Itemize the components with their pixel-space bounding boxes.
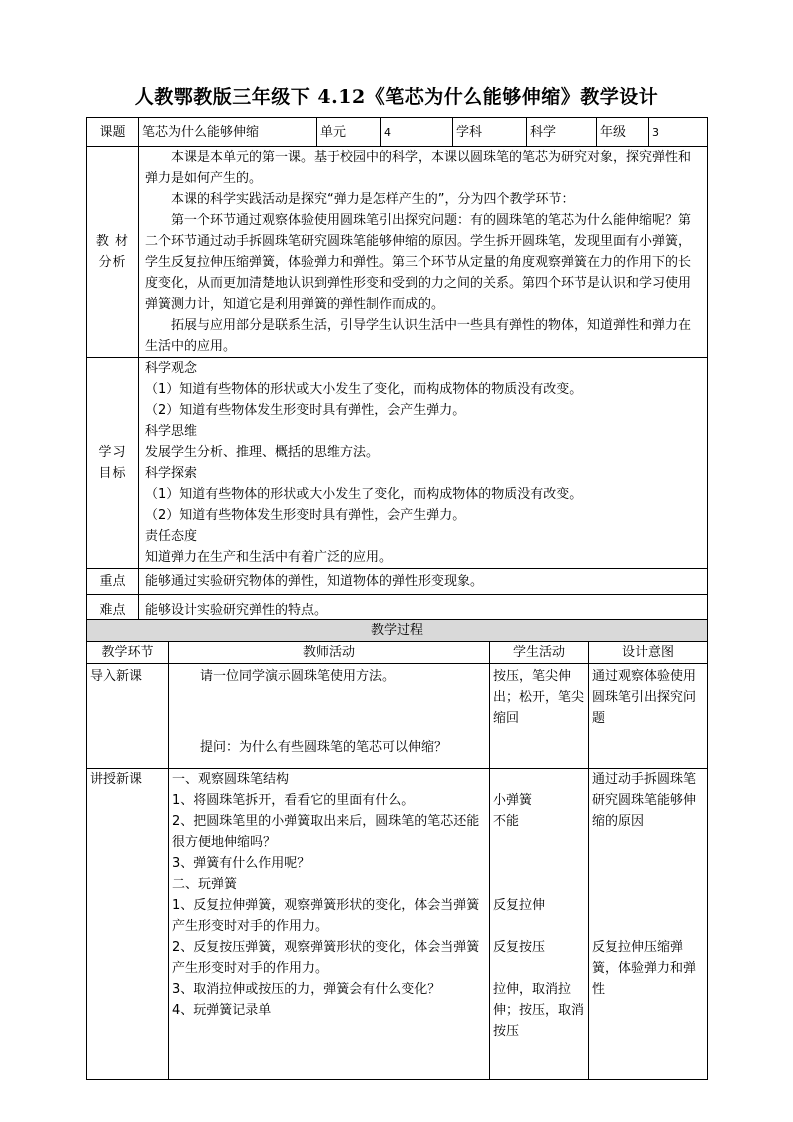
lecture-intent xyxy=(589,769,708,1080)
topic-label: 课题 xyxy=(87,118,139,147)
lesson-info-table xyxy=(86,117,708,626)
lecture-teacher-line: 一、观察圆珠笔结构 xyxy=(172,772,290,787)
document-title: 人教鄂教版三年级下 4.12《笔芯为什么能够伸缩》教学设计 xyxy=(134,86,659,108)
process-title-row xyxy=(87,620,708,642)
lecture-teacher-line: 2、反复按压弹簧，观察弹簧形状的变化，体会当弹簧产生形变时对手的作用力。 xyxy=(172,940,480,976)
lecture-intent-line: 通过动手拆圆珠笔研究圆珠笔能够伸缩的原因 xyxy=(592,772,697,829)
intro-stage: 导入新课 xyxy=(87,664,169,769)
grade-value: 3 xyxy=(649,118,708,147)
lecture-student-line: 小弹簧 xyxy=(493,793,533,808)
objective-heading: 科学探索 xyxy=(145,466,198,481)
objective-heading: 责任态度 xyxy=(145,529,198,544)
intro-teacher xyxy=(169,664,490,769)
analysis-content xyxy=(139,147,708,358)
lecture-stage: 讲授新课 xyxy=(87,769,169,1080)
objective-item: （2）知道有些物体发生形变时具有弹性，会产生弹力。 xyxy=(145,403,466,418)
key-point-row xyxy=(87,569,708,595)
process-title: 教学过程 xyxy=(87,620,708,642)
header-stage: 教学环节 xyxy=(87,642,169,664)
lecture-student-line: 反复拉伸 xyxy=(493,898,546,913)
lecture-teacher xyxy=(169,769,490,1080)
lecture-student-line: 不能 xyxy=(493,814,520,829)
lecture-student-line: 反复按压 xyxy=(493,940,546,955)
unit-label: 单元 xyxy=(317,118,381,147)
lecture-student xyxy=(490,769,589,1080)
objectives-row xyxy=(87,358,708,569)
objective-heading: 科学观念 xyxy=(145,361,198,376)
difficulty-label: 难点 xyxy=(87,595,139,626)
lecture-teacher-line: 3、弹簧有什么作用呢？ xyxy=(172,856,311,871)
objective-item: （1）知道有些物体的形状或大小发生了变化，而构成物体的物质没有改变。 xyxy=(145,382,583,397)
lecture-teacher-line: 1、反复拉伸弹簧，观察弹簧形状的变化，体会当弹簧产生形变时对手的作用力。 xyxy=(172,898,480,934)
lecture-teacher-line: 2、把圆珠笔里的小弹簧取出来后，圆珠笔的笔芯还能很方便地伸缩吗？ xyxy=(172,814,480,850)
objective-item: （1）知道有些物体的形状或大小发生了变化，而构成物体的物质没有改变。 xyxy=(145,487,583,502)
intro-student: 按压，笔尖伸出；松开，笔尖缩回 xyxy=(490,664,589,769)
analysis-paragraph: 拓展与应用部分是联系生活，引导学生认识生活中一些具有弹性的物体，知道弹性和弹力在生活中的应用。 xyxy=(145,318,692,354)
header-intent: 设计意图 xyxy=(589,642,708,664)
analysis-paragraph: 第一个环节通过观察体验使用圆珠笔引出探究问题：有的圆珠笔的笔芯为什么能伸缩呢？第二个环节通过动手拆圆珠笔研究圆珠笔能够伸缩的原因。学生拆开圆珠笔，发现里面有小弹簧，学生反复拉伸压缩弹簧，体验弹力和弹性。第三个环节从定量的角度观察弹簧在力的作用下的长度变化，从而更加清楚地认识到弹性形变和受到的力之间的关系。第四个环节是认识和学习使用弹簧测力计，知道它是利用弹簧的弹性制作而成的。 xyxy=(145,213,692,312)
objective-item: 知道弹力在生产和生活中有着广泛的应用。 xyxy=(145,550,393,565)
key-point-text: 能够通过实验研究物体的弹性，知道物体的弹性形变现象。 xyxy=(139,569,708,595)
intro-teacher-line: 提问：为什么有些圆珠笔的笔芯可以伸缩？ xyxy=(200,740,448,755)
difficulty-text: 能够设计实验研究弹性的特点。 xyxy=(139,595,708,626)
objectives-label: 学习 目标 xyxy=(87,358,139,569)
key-point-label: 重点 xyxy=(87,569,139,595)
process-header-row xyxy=(87,642,708,664)
objective-heading: 科学思维 xyxy=(145,424,198,439)
objectives-content xyxy=(139,358,708,569)
lecture-row xyxy=(87,769,708,1080)
lesson-info-row xyxy=(87,118,708,147)
header-teacher: 教师活动 xyxy=(169,642,490,664)
subject-label: 学科 xyxy=(453,118,527,147)
lecture-teacher-line: 二、玩弹簧 xyxy=(172,877,238,892)
grade-label: 年级 xyxy=(597,118,649,147)
intro-row xyxy=(87,664,708,769)
objective-item: 发展学生分析、推理、概括的思维方法。 xyxy=(145,445,380,460)
lecture-teacher-line: 3、取消拉伸或按压的力，弹簧会有什么变化？ xyxy=(172,982,441,997)
objective-item: （2）知道有些物体发生形变时具有弹性，会产生弹力。 xyxy=(145,508,466,523)
lecture-student-line: 拉伸，取消拉伸；按压，取消按压 xyxy=(493,982,585,1039)
subject-value: 科学 xyxy=(527,118,597,147)
analysis-paragraph: 本课是本单元的第一课。基于校园中的科学，本课以圆珠笔的笔芯为研究对象，探究弹性和弹力是如何产生的。 xyxy=(145,150,692,186)
analysis-label: 教 材 分析 xyxy=(87,147,139,358)
analysis-row xyxy=(87,147,708,358)
topic-value: 笔芯为什么能够伸缩 xyxy=(139,118,317,147)
teaching-process-table xyxy=(86,619,708,1080)
unit-value: 4 xyxy=(381,118,453,147)
lecture-intent-line: 反复拉伸压缩弹簧，体验弹力和弹性 xyxy=(592,940,697,997)
lecture-teacher-line: 1、将圆珠笔拆开，看看它的里面有什么。 xyxy=(172,793,415,808)
intro-teacher-line: 请一位同学演示圆珠笔使用方法。 xyxy=(200,669,396,684)
lecture-teacher-line: 4、玩弹簧记录单 xyxy=(172,1003,272,1018)
analysis-paragraph: 本课的科学实践活动是探究“弹力是怎样产生的”，分为四个教学环节： xyxy=(171,192,575,207)
intro-intent: 通过观察体验使用圆珠笔引出探究问题 xyxy=(589,664,708,769)
header-student: 学生活动 xyxy=(490,642,589,664)
